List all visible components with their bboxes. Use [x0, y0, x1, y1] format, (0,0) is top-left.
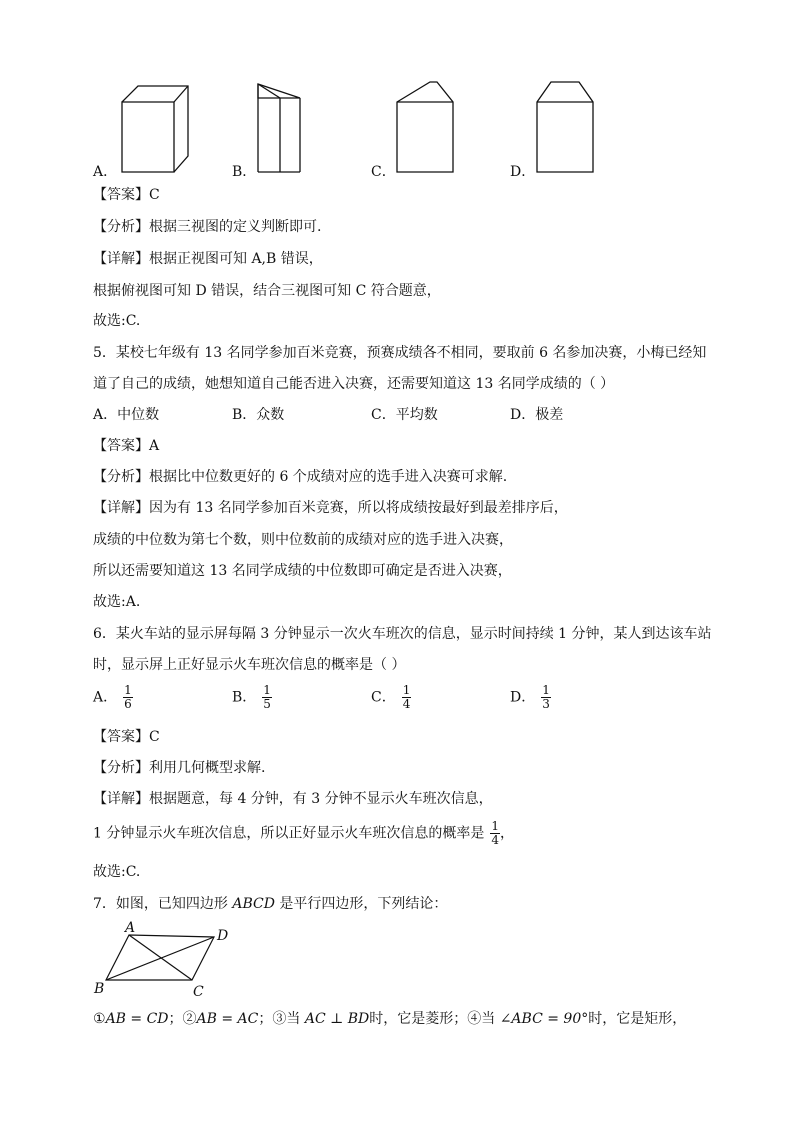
q5-option-b: B．众数	[232, 407, 285, 423]
parallelogram-figure	[92, 920, 242, 1002]
q6-answer: 【答案】C	[93, 729, 160, 745]
q5-conclusion: 故选:A.	[93, 594, 141, 610]
q6-option-a-label: A．	[93, 689, 118, 706]
q5-answer: 【答案】A	[93, 438, 160, 454]
fraction-denominator: 3	[542, 697, 550, 711]
fraction-denominator: 6	[124, 697, 132, 711]
q7-stem-text-2: 是平行四边形，下列结论：	[274, 896, 448, 912]
option-c-prism-figure	[395, 80, 455, 174]
q5-stem-line-1: 5．某校七年级有 13 名同学参加百米竞赛，预赛成绩各不相同，要取前 6 名参加决赛，小梅已经知	[93, 345, 707, 361]
statement-3-pre: 当	[286, 1011, 305, 1027]
q5-option-a: A．中位数	[93, 407, 160, 423]
q6-option-c-fraction	[402, 684, 412, 711]
q5-option-c: C．平均数	[371, 407, 438, 423]
q4-conclusion: 故选:C.	[93, 313, 141, 329]
q6-stem-line-2: 时，显示屏上正好显示火车班次信息的概率是（ ）	[93, 657, 406, 673]
statement-1-marker: ①	[93, 1011, 106, 1027]
q6-detail-line-1: 【详解】根据题意，每 4 分钟，有 3 分钟不显示火车班次信息，	[93, 791, 493, 807]
vertex-a-label: A	[125, 920, 136, 936]
q7-statements	[93, 1010, 686, 1028]
vertex-b-label: B	[94, 981, 105, 997]
fraction-denominator: 4	[491, 833, 499, 847]
q5-detail-line-2: 成绩的中位数为第七个数，则中位数前的成绩对应的选手进入决赛，	[93, 532, 513, 548]
fraction-numerator: 1	[402, 683, 411, 697]
q5-option-d: D．极差	[510, 407, 564, 423]
statement-1: AB = CD	[105, 1011, 169, 1027]
q5-detail-line-3: 所以还需要知道这 13 名同学成绩的中位数即可确定是否进入决赛，	[93, 563, 512, 579]
q5-stem-line-2: 道了自己的成绩，她想知道自己能否进入决赛，还需要知道这 13 名同学成绩的（ ）	[93, 376, 615, 392]
q4-analysis: 【分析】根据三视图的定义判断即可.	[93, 219, 322, 235]
separator: ；	[168, 1011, 183, 1027]
q5-analysis: 【分析】根据比中位数更好的 6 个成绩对应的选手进入决赛可求解.	[93, 469, 508, 485]
q5-detail-line-1: 【详解】因为有 13 名同学参加百米竞赛，所以将成绩按最好到最差排序后，	[93, 500, 568, 516]
q6-analysis: 【分析】利用几何概型求解.	[93, 760, 266, 776]
vertex-d-label: D	[217, 928, 229, 944]
fraction-denominator: 5	[263, 697, 271, 711]
option-b-triangular-prism-figure	[256, 82, 302, 174]
fraction-denominator: 4	[402, 697, 411, 711]
q6-detail-line-2-text: 1 分钟显示火车班次信息，所以正好显示火车班次信息的概率是	[93, 825, 485, 842]
q4-option-c-label: C．	[371, 164, 396, 180]
q6-option-d	[510, 684, 551, 711]
q6-option-b	[232, 684, 272, 711]
q6-detail-line-2	[93, 820, 514, 847]
statement-3-math: AC ⊥ BD	[304, 1011, 370, 1027]
q4-option-a-label: A．	[93, 164, 118, 180]
separator: ；	[258, 1011, 273, 1027]
fraction-numerator: 1	[491, 819, 499, 833]
q7-quadrilateral-name: ABCD	[232, 896, 275, 912]
q6-option-d-fraction	[541, 684, 551, 711]
option-d-prism-figure	[535, 80, 597, 174]
statement-4-post: 时，它是矩形，	[588, 1011, 687, 1027]
statement-3-marker: ③	[272, 1011, 287, 1027]
option-a-cuboid-figure	[120, 84, 192, 174]
fraction-numerator: 1	[124, 683, 132, 697]
q7-stem	[93, 895, 447, 913]
statement-2-marker: ②	[182, 1011, 197, 1027]
q6-option-a	[93, 684, 133, 711]
q4-option-b-label: B．	[232, 164, 257, 180]
vertex-c-label: C	[193, 984, 204, 1000]
statement-3-post: 时，它是菱形；	[369, 1011, 468, 1027]
statement-4-pre: 当	[481, 1011, 500, 1027]
q6-detail-fraction	[490, 820, 500, 847]
q6-conclusion: 故选:C.	[93, 864, 141, 880]
q6-option-c-label: C．	[371, 689, 396, 706]
q6-option-a-fraction	[123, 684, 133, 711]
statement-4-math: ∠ABC = 90°	[499, 1011, 589, 1027]
fraction-numerator: 1	[542, 683, 550, 697]
q6-stem-line-1: 6．某火车站的显示屏每隔 3 分钟显示一次火车班次的信息，显示时间持续 1 分钟，某人到达该车站	[93, 626, 712, 642]
q4-detail-line-2: 根据俯视图可知 D 错误，结合三视图可知 C 符合题意，	[93, 283, 441, 299]
q7-stem-text-1: 7．如图，已知四边形	[93, 896, 233, 912]
fraction-numerator: 1	[263, 683, 271, 697]
q4-detail-line-1: 【详解】根据正视图可知 A,B 错误，	[93, 251, 323, 267]
q6-option-c	[371, 684, 411, 711]
q4-option-d-label: D．	[510, 164, 536, 180]
q4-answer: 【答案】C	[93, 187, 160, 203]
statement-2: AB = AC	[196, 1011, 259, 1027]
q6-option-b-fraction	[262, 684, 272, 711]
statement-4-marker: ④	[467, 1011, 482, 1027]
q6-detail-line-2-end: ，	[500, 825, 514, 842]
q6-option-d-label: D．	[510, 689, 536, 706]
q6-option-b-label: B．	[232, 689, 257, 706]
